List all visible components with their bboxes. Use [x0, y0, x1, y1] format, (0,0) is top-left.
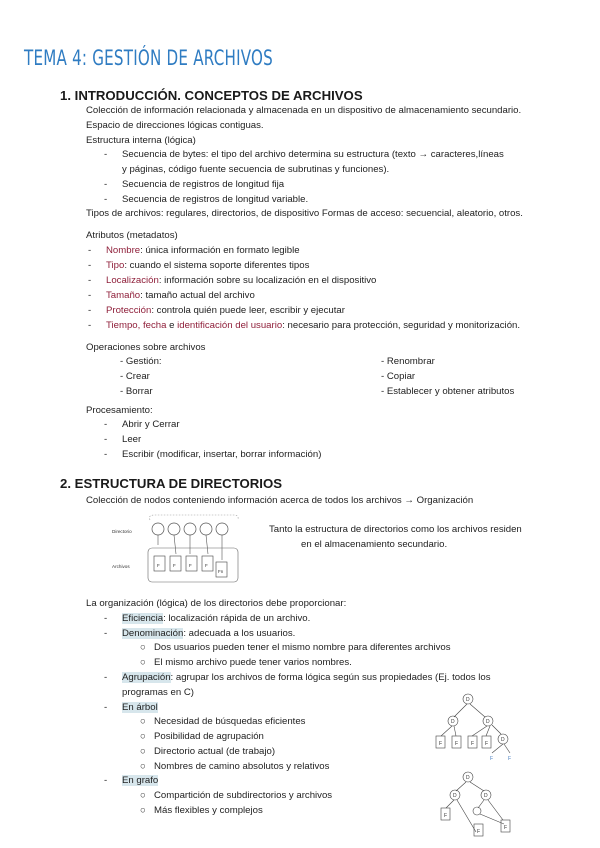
list-item-continuation: y páginas, código fuente secuencia de subrutinas y funciones). — [122, 164, 390, 175]
sub-list-item: ○ Dos usuarios pueden tener el mismo nombre para diferentes archivos — [140, 642, 451, 653]
sub-list-item: ○ Nombres de camino absolutos y relativos — [140, 761, 330, 772]
attribute-item: - Nombre: única información en formato legible — [88, 245, 300, 256]
page-title: TEMA 4: GESTIÓN DE ARCHIVOS — [24, 46, 273, 70]
list-item: - En árbol — [104, 702, 158, 713]
tree-node-label: F — [485, 741, 489, 747]
attribute-item: - Tiempo, fecha e identificación del usuario: necesario para protección, seguridad y monitorización. — [88, 320, 521, 331]
file-letter: F — [157, 563, 160, 568]
directory-label: Directorio — [112, 529, 132, 534]
operation-item: - Gestión: — [120, 356, 162, 367]
tree-diagram — [430, 690, 530, 765]
tree-node-label: D — [501, 737, 505, 743]
graph-node-label: D — [466, 775, 470, 781]
list-item: - Eficiencia: localización rápida de un archivo. — [104, 613, 311, 624]
intro-line-3: Estructura interna (lógica) — [86, 135, 196, 146]
section-2-heading: 2. ESTRUCTURA DE DIRECTORIOS — [60, 476, 283, 491]
intro-line-1: Colección de información relacionada y almacenada en un dispositivo de almacenamiento secundario. — [86, 105, 522, 116]
processing-item: - Abrir y Cerrar — [104, 419, 180, 430]
list-item: - Secuencia de registros de longitud fija — [104, 179, 285, 190]
files-label: Archivos — [112, 564, 130, 569]
sub-list-item: ○ El mismo archivo puede tener varios nombres. — [140, 657, 352, 668]
attributes-title: Atributos (metadatos) — [86, 230, 178, 241]
file-letter: F — [205, 563, 208, 568]
sub-list-item: ○ Directorio actual (de trabajo) — [140, 746, 276, 757]
graph-node-label: F — [477, 829, 481, 835]
graph-node-label: D — [453, 793, 457, 799]
list-item: - En grafo — [104, 775, 159, 786]
sub-list-item: ○ Compartición de subdirectorios y archivos — [140, 790, 333, 801]
attribute-item: - Tipo: cuando el sistema soporte diferentes tipos — [88, 260, 310, 271]
sub-list-item: ○ Necesidad de búsquedas eficientes — [140, 716, 306, 727]
graph-node-label: F — [504, 825, 508, 831]
tree-node-label: F — [490, 756, 494, 762]
attribute-item: - Tamaño: tamaño actual del archivo — [88, 290, 255, 301]
list-item: - Secuencia de registros de longitud variable. — [104, 194, 309, 205]
list-item: - Agrupación: agrupar los archivos de forma lógica según sus propiedades (Ej. todos los — [104, 672, 491, 683]
tree-node-label: F — [455, 741, 459, 747]
file-letter: F — [189, 563, 192, 568]
file-letter: Fn — [218, 569, 224, 574]
sub-list-item: ○ Posibilidad de agrupación — [140, 731, 264, 742]
file-types-line: Tipos de archivos: regulares, directorios, de dispositivo Formas de acceso: secuencial, aleatorio, otros. — [86, 208, 523, 219]
tree-node-label: F — [439, 741, 443, 747]
storage-note-line-2: en el almacenamiento secundario. — [301, 539, 448, 550]
operation-item: - Copiar — [381, 371, 416, 382]
file-letter: F — [173, 563, 176, 568]
operation-item: - Borrar — [120, 386, 153, 397]
attribute-item: - Localización: información sobre su localización en el dispositivo — [88, 275, 377, 286]
directory-structure-diagram — [110, 512, 245, 592]
operation-item: - Crear — [120, 371, 150, 382]
operation-item: - Renombrar — [381, 356, 435, 367]
processing-item: - Escribir (modificar, insertar, borrar información) — [104, 449, 322, 460]
processing-item: - Leer — [104, 434, 142, 445]
attribute-item: - Protección: controla quién puede leer, escribir y ejecutar — [88, 305, 345, 316]
graph-node-label: D — [484, 793, 488, 799]
intro-line-2: Espacio de direcciones lógicas contiguas. — [86, 120, 264, 131]
graph-node-label: F — [444, 813, 448, 819]
section-1-heading: 1. INTRODUCCIÓN. CONCEPTOS DE ARCHIVOS — [60, 88, 363, 103]
graph-diagram — [430, 768, 530, 840]
section-2-intro: Colección de nodos conteniendo información acerca de todos los archivos → Organización — [86, 495, 474, 506]
tree-node-label: D — [451, 719, 455, 725]
list-item: - Denominación: adecuada a los usuarios. — [104, 628, 296, 639]
operations-title: Operaciones sobre archivos — [86, 342, 206, 353]
tree-node-label: F — [471, 741, 475, 747]
tree-node-label: D — [466, 697, 470, 703]
tree-node-label: F — [508, 756, 512, 762]
storage-note-line-1: Tanto la estructura de directorios como los archivos residen — [269, 524, 522, 535]
operation-item: - Establecer y obtener atributos — [381, 386, 515, 397]
processing-title: Procesamiento: — [86, 405, 153, 416]
organization-line: La organización (lógica) de los directorios debe proporcionar: — [86, 598, 347, 609]
list-item-continuation: programas en C) — [122, 687, 194, 698]
tree-node-label: D — [486, 719, 490, 725]
list-item: - Secuencia de bytes: el tipo del archivo determina su estructura (texto → caracteres,líneas — [104, 149, 504, 160]
sub-list-item: ○ Más flexibles y complejos — [140, 805, 263, 816]
